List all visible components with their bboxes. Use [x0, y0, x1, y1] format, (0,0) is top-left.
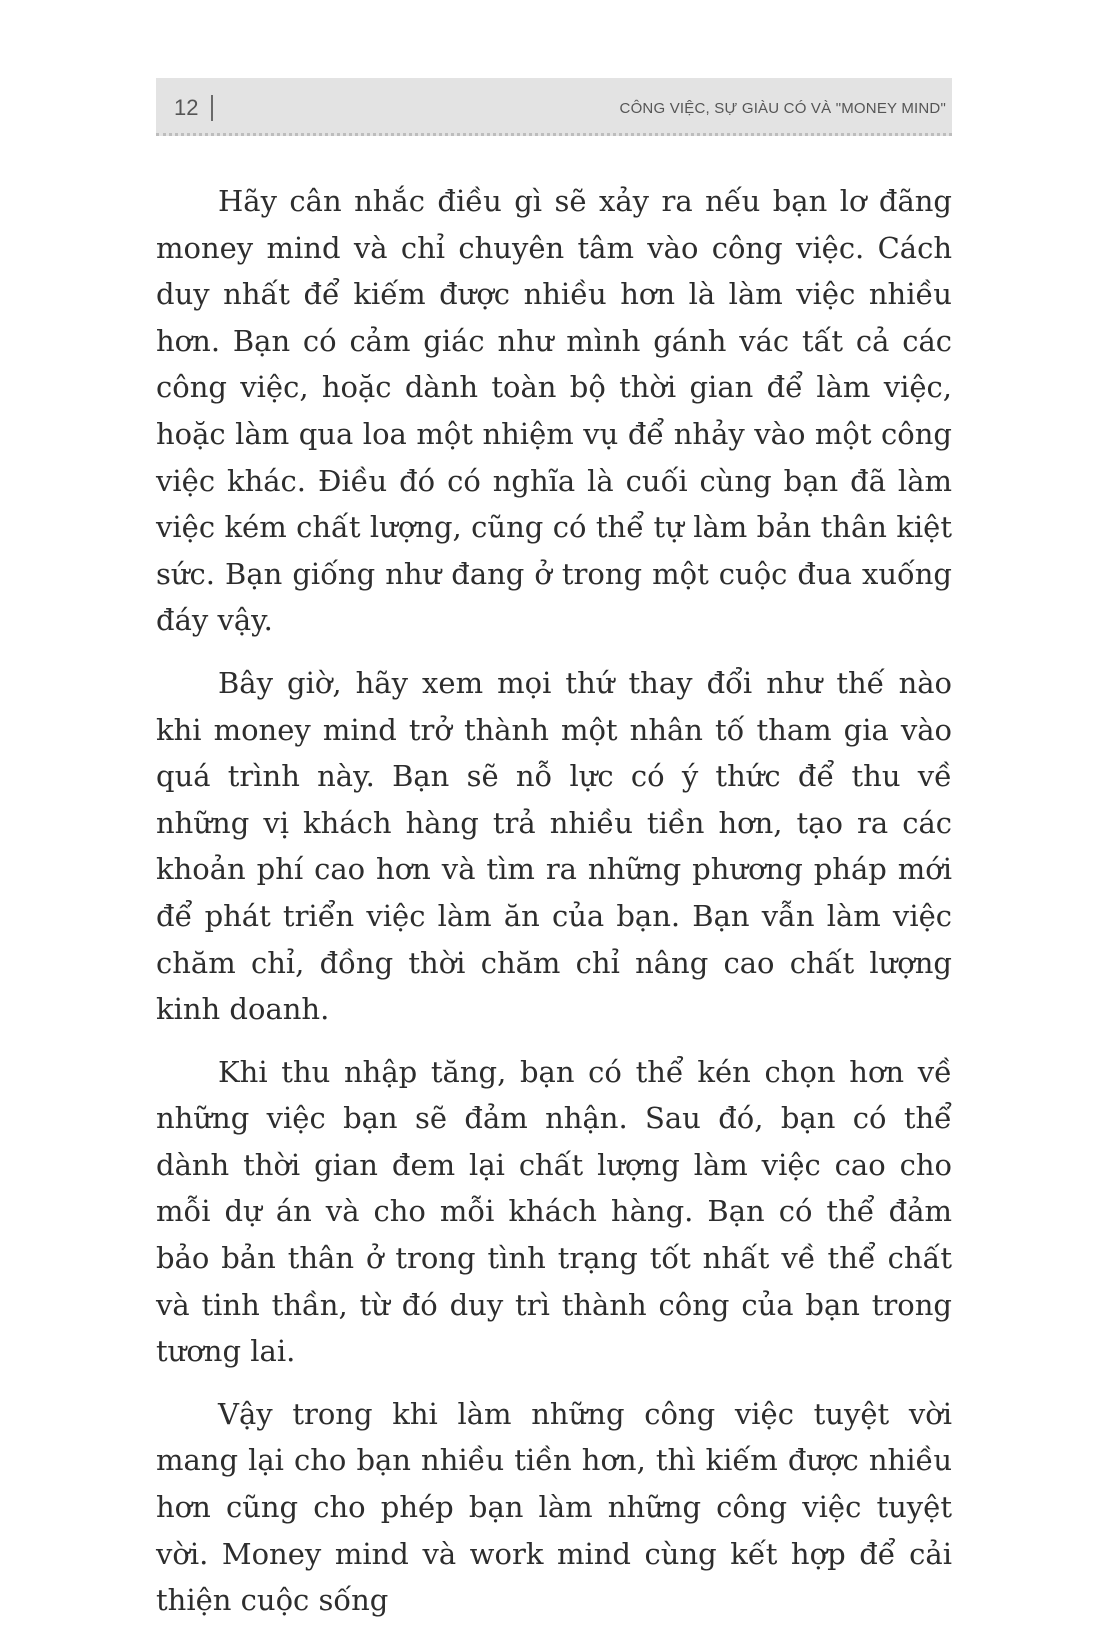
- chapter-title: CÔNG VIỆC, SỰ GIÀU CÓ VÀ "MONEY MIND": [619, 100, 946, 117]
- paragraph-2: Bây giờ, hãy xem mọi thứ thay đổi như thế nào khi money mind trở thành một nhân tố tham gia vào quá trình này. Bạn sẽ nỗ lực có ý thức để thu về những vị khách hàng trả nhiều tiền hơn, tạo ra các khoản phí cao hơn và tìm ra những phương pháp mới để phát triển việc làm ăn của bạn. Bạn vẫn làm việc chăm chỉ, đồng thời chăm chỉ nâng cao chất lượng kinh doanh.: [156, 665, 952, 1027]
- body-text: [156, 178, 952, 1640]
- header-divider: [211, 95, 213, 121]
- paragraph-1: Hãy cân nhắc điều gì sẽ xảy ra nếu bạn lơ đãng money mind và chỉ chuyên tâm vào công việc. Cách duy nhất để kiếm được nhiều hơn là làm việc nhiều hơn. Bạn có cảm giác như mình gánh vác tất cả các công việc, hoặc dành toàn bộ thời gian để làm việc, hoặc làm qua loa một nhiệm vụ để nhảy vào một công việc khác. Điều đó có nghĩa là cuối cùng bạn đã làm việc kém chất lượng, cũng có thể tự làm bản thân kiệt sức. Bạn giống như đang ở trong một cuộc đua xuống đáy vậy.: [156, 184, 952, 638]
- page-number: 12: [174, 95, 199, 120]
- paragraph-4: Vậy trong khi làm những công việc tuyệt vời mang lại cho bạn nhiều tiền hơn, thì kiếm được nhiều hơn cũng cho phép bạn làm những công việc tuyệt vời. Money mind và work mind cùng kết hợp để cải thiện cuộc sống: [156, 1396, 952, 1618]
- paragraph-3: Khi thu nhập tăng, bạn có thể kén chọn hơn về những việc bạn sẽ đảm nhận. Sau đó, bạn có thể dành thời gian đem lại chất lượng làm việc cao cho mỗi dự án và cho mỗi khách hàng. Bạn có thể đảm bảo bản thân ở trong tình trạng tốt nhất về thể chất và tinh thần, từ đó duy trì thành công của bạn trong tương lai.: [156, 1054, 952, 1369]
- running-header: [156, 78, 952, 136]
